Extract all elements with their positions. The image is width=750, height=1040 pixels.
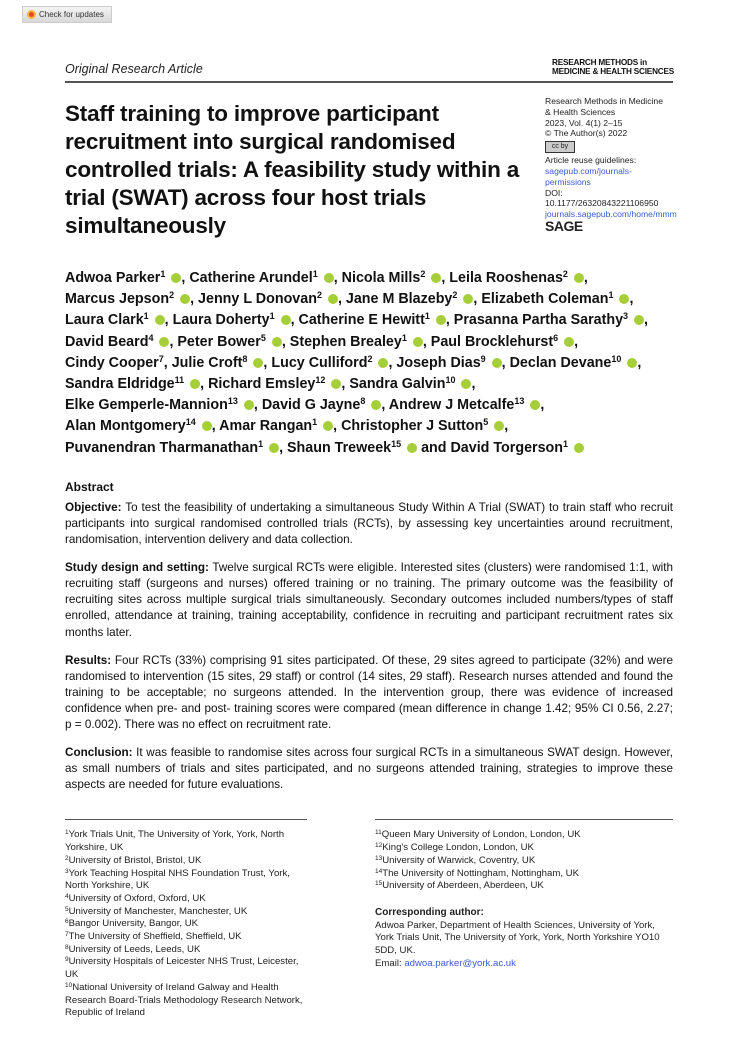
author-line: Puvanendran Tharmanathan$^1$ , Shaun Treweek$^{15}$ and David Torgerson$^1$ — [65, 438, 695, 459]
doi: DOI: 10.1177/26320843221106950 — [545, 187, 659, 209]
orcid-icon[interactable] — [324, 273, 334, 283]
affiliation-text: University Hospitals of Leicester NHS Trust, Leicester, UK — [65, 956, 299, 981]
orcid-icon[interactable] — [492, 358, 502, 368]
corresponding-address: Adwoa Parker, Department of Health Sciences, University of York, York Trials Unit, The University of York, York, North Yorkshire YO10 5DD, UK. — [375, 919, 660, 957]
affiliation-number: 11 — [174, 375, 185, 386]
abstract-section — [65, 500, 673, 548]
affiliation-number: 8 — [360, 396, 366, 407]
affiliation — [65, 868, 307, 893]
copyright: © The Author(s) 2022 — [545, 128, 628, 139]
author[interactable]: Sandra Galvin — [349, 376, 446, 393]
affiliation-number: 1 — [563, 438, 569, 449]
orcid-icon[interactable] — [331, 379, 341, 389]
affiliation-number: 4 — [65, 892, 69, 900]
affiliation-text: University of Oxford, Oxford, UK — [68, 892, 206, 904]
author[interactable]: Elizabeth Coleman — [481, 291, 609, 308]
affiliation — [65, 906, 307, 919]
author[interactable]: Paul Brocklehurst — [430, 333, 554, 350]
orcid-icon[interactable] — [269, 443, 279, 453]
section-label: Objective: — [65, 500, 122, 514]
author[interactable]: Prasanna Partha Sarathy — [453, 312, 624, 329]
affiliation-number: 8 — [65, 943, 69, 951]
author-line: Marcus Jepson$^2$ , Jenny L Donovan$^2$ , Jane M Blazeby$^2$ , Elizabeth Coleman$^1$ , — [65, 290, 634, 308]
permissions-link[interactable]: sagepub.com/journals-permissions — [545, 165, 632, 187]
article-title: Staff training to improve participant recruitment into surgical randomised controlled trials: A feasibility study within a trial (SWAT) across four host trials simultaneously — [65, 101, 520, 238]
abstract-section — [65, 745, 673, 793]
section-text: It was feasible to randomise sites across four surgical RCTs in a simultaneous SWAT design. However, as small numbers of trials and sites participated, and no surgeons attended training, strategies to improve these aspects are needed for future evaluations. — [65, 746, 674, 792]
author[interactable]: Alan Montgomery — [65, 418, 186, 435]
abstract-section — [65, 653, 673, 733]
orcid-icon[interactable] — [281, 315, 291, 325]
affiliation-number: 2 — [169, 290, 175, 301]
affiliation-number: 1 — [258, 438, 264, 449]
affiliation-number: 13 — [375, 854, 383, 862]
orcid-icon[interactable] — [407, 443, 417, 453]
orcid-icon[interactable] — [627, 358, 637, 368]
affiliation-number: 7 — [65, 931, 69, 939]
author[interactable]: Amar Rangan — [219, 418, 313, 435]
author[interactable]: Lucy Culliford — [271, 354, 368, 371]
orcid-icon[interactable] — [159, 337, 169, 347]
section-text: Four RCTs (33%) comprising 91 sites participated. Of these, 29 sites agreed to participate (32%) and were randomised to intervention (15 sites, 29 staff) or control (14 sites, 29 staff). Research nurses attended and found the training to be acceptable; no surgeons attended. In the intervention group, there was evidence of increased confidence when pre- and post- training scores were compared (mean difference in change 1.42; 95% CI 0.56, 2.27; p = 0.002). There was no effect on recruitment rate. — [65, 653, 674, 732]
affiliation-number: 1 — [143, 311, 149, 322]
orcid-icon[interactable] — [530, 400, 540, 410]
affiliation-number: 5 — [260, 332, 266, 343]
affiliation-text: The University of Sheffield, Sheffield, UK — [68, 931, 242, 943]
affiliation — [375, 842, 673, 855]
cc-license-icon: cc by — [545, 141, 575, 153]
author[interactable]: Joseph Dias — [396, 354, 481, 371]
affiliation-number: 1 — [424, 311, 430, 322]
author-line: Sandra Eldridge$^{11}$ , Richard Emsley$^{12}$ , Sandra Galvin$^{10}$ , — [65, 375, 476, 393]
author[interactable]: David Torgerson — [450, 439, 564, 456]
affiliation-number: 1 — [608, 290, 614, 301]
author[interactable]: Richard Emsley — [208, 376, 316, 393]
orcid-icon[interactable] — [171, 273, 181, 283]
affiliation-number: 1 — [312, 269, 318, 279]
affiliation-text: Queen Mary University of London, London, UK — [381, 829, 581, 841]
affiliation — [65, 944, 307, 957]
affiliation-number: 1 — [160, 269, 166, 279]
author[interactable]: Sandra Eldridge — [65, 376, 175, 393]
affiliation-text: University of Aberdeen, Aberdeen, UK — [382, 880, 544, 892]
orcid-icon[interactable] — [180, 294, 190, 304]
author[interactable]: Marcus Jepson — [65, 291, 170, 308]
author[interactable]: Catherine E Hewitt — [298, 312, 425, 329]
author-line: Adwoa Parker$^1$ , Catherine Arundel$^1$ , Nicola Mills$^2$ , Leila Rooshenas$^2$ , — [65, 269, 588, 286]
orcid-icon[interactable] — [431, 273, 441, 283]
affiliation-number: 9 — [480, 353, 486, 364]
section-text: To test the feasibility of undertaking a simultaneous Study Within A Trial (SWAT) to train staff who recruit participants into surgical randomised controlled trials (RCTs), by assessing key uncertainties around recruitment, randomisation, intervention delivery and data collection. — [65, 500, 673, 547]
orcid-icon[interactable] — [323, 421, 333, 431]
orcid-icon[interactable] — [371, 400, 381, 410]
affiliation-number: 15 — [375, 880, 383, 888]
affiliation-number: 3 — [65, 867, 69, 875]
main-column — [65, 100, 677, 1040]
affiliation-number: 11 — [375, 829, 382, 837]
journal-link[interactable]: journals.sagepub.com/home/mmm — [545, 209, 677, 220]
affiliation-number: 14 — [375, 867, 383, 875]
affiliation-number: 2 — [452, 290, 458, 301]
affiliation-number: 2 — [420, 269, 426, 279]
affiliation — [375, 880, 673, 893]
author[interactable]: Laura Clark — [65, 312, 144, 329]
author[interactable]: Declan Devane — [509, 354, 612, 371]
orcid-icon[interactable] — [574, 443, 584, 453]
orcid-icon[interactable] — [378, 358, 388, 368]
orcid-icon[interactable] — [272, 337, 282, 347]
orcid-icon[interactable] — [190, 379, 200, 389]
check-for-updates-button[interactable]: Check for updates — [22, 6, 112, 23]
affiliation — [65, 893, 307, 906]
affiliation — [65, 855, 307, 868]
affiliation-number: 2 — [316, 290, 322, 301]
author[interactable]: Adwoa Parker — [65, 270, 161, 286]
author-line: Elke Gemperle-Mannion$^{13}$ , David G Jayne$^8$ , Andrew J Metcalfe$^{13}$ , — [65, 396, 545, 414]
author[interactable]: Jenny L Donovan — [198, 291, 317, 308]
affiliation-text: University of Leeds, Leeds, UK — [68, 943, 201, 955]
author-list — [65, 268, 695, 459]
email-link[interactable]: adwoa.parker@york.ac.uk — [404, 957, 516, 969]
orcid-icon[interactable] — [202, 421, 212, 431]
author[interactable]: Laura Doherty — [172, 312, 270, 329]
orcid-icon[interactable] — [574, 273, 584, 283]
affiliation-number: 13 — [514, 396, 525, 407]
orcid-icon[interactable] — [413, 337, 423, 347]
author[interactable]: Jane M Blazeby — [345, 291, 453, 308]
affiliation — [375, 868, 673, 881]
affiliation-text: University of Manchester, Manchester, UK — [68, 905, 248, 917]
affiliation-number: 3 — [623, 311, 629, 322]
affiliation-number: 4 — [148, 332, 154, 343]
affiliation — [65, 931, 307, 944]
abstract-section — [65, 560, 673, 640]
author[interactable]: Julie Croft — [171, 354, 243, 371]
author[interactable]: Catherine Arundel — [189, 270, 313, 286]
affiliation-number: 2 — [65, 854, 69, 862]
orcid-icon[interactable] — [463, 294, 473, 304]
orcid-icon[interactable] — [244, 400, 254, 410]
article-type: Original Research Article — [65, 62, 203, 76]
affiliation-number: 1 — [269, 311, 275, 322]
orcid-icon[interactable] — [328, 294, 338, 304]
affiliation-number: 12 — [315, 375, 326, 386]
author[interactable]: Shaun Treweek — [287, 439, 392, 456]
section-text: Twelve surgical RCTs were eligible. Interested sites (clusters) were randomised 1:1, with recruiting staff (surgeons and nurses) offered training or no training. The primary outcome was the feasibility of recruiting sites across multiple surgical trials simultaneously. Secondary outcomes included numbers/types of staff enrolled, attendance at training, training acceptability, confidence in recruiting and participant recruitment rates six months later. — [65, 561, 673, 639]
author[interactable]: Andrew J Metcalfe — [388, 397, 515, 414]
crossmark-icon — [27, 10, 36, 19]
affiliation-number: 10 — [611, 353, 622, 364]
affiliation — [375, 855, 673, 868]
author-line: Alan Montgomery$^{14}$ , Amar Rangan$^1$ , Christopher J Sutton$^5$ , — [65, 417, 509, 435]
affiliations-left — [65, 819, 307, 1020]
affiliation — [65, 982, 307, 1020]
affiliation — [65, 918, 307, 931]
corresponding-heading: Corresponding author: — [375, 906, 484, 918]
reuse-label: Article reuse guidelines: — [545, 155, 637, 166]
journal-name: Research Methods in Medicine & Health Sciences — [545, 96, 663, 117]
email-label: Email: — [375, 957, 405, 969]
orcid-icon[interactable] — [619, 294, 629, 304]
orcid-icon[interactable] — [253, 358, 263, 368]
author[interactable]: Cindy Cooper — [65, 354, 159, 371]
affiliation — [375, 829, 673, 842]
affiliation-text: University of Warwick, Coventry, UK — [382, 854, 536, 866]
orcid-icon[interactable] — [461, 379, 471, 389]
affiliation-number: 6 — [553, 332, 559, 343]
affiliation-number: 15 — [391, 438, 402, 449]
author[interactable]: Peter Bower — [177, 333, 261, 350]
corresponding-author — [375, 907, 673, 971]
affiliation-number: 12 — [375, 842, 383, 850]
author[interactable]: Nicola Mills — [341, 270, 421, 286]
affiliation-number: 5 — [65, 905, 69, 913]
affiliation-number: 2 — [562, 269, 568, 279]
header-divider — [65, 81, 673, 83]
affiliation-number: 6 — [65, 918, 69, 926]
orcid-icon[interactable] — [634, 315, 644, 325]
author[interactable]: Stephen Brealey — [289, 333, 402, 350]
section-label: Results: — [65, 653, 112, 667]
affiliation-number: 2 — [367, 353, 373, 364]
affiliation-number: 7 — [158, 353, 164, 364]
affiliation-text: The University of Nottingham, Nottingham, UK — [382, 867, 579, 879]
affiliation-number: 10 — [445, 375, 456, 386]
affiliation-number: 8 — [242, 353, 248, 364]
author[interactable]: Puvanendran Tharmanathan — [65, 439, 259, 456]
author[interactable]: Leila Rooshenas — [449, 270, 563, 286]
footnotes — [65, 819, 673, 1040]
affiliation-number: 10 — [65, 981, 73, 989]
author[interactable]: David Beard — [65, 333, 149, 350]
affiliations-right — [375, 819, 673, 1020]
affiliation-text: York Trials Unit, The University of York, York, North Yorkshire, UK — [65, 829, 285, 854]
author[interactable]: Christopher J Sutton — [341, 418, 484, 435]
author-line: Cindy Cooper$^7$, Julie Croft$^8$ , Lucy Culliford$^2$ , Joseph Dias$^9$ , Declan Devane$^{10}$ , — [65, 353, 642, 371]
volume-info: 2023, Vol. 4(1) 2–15 — [545, 117, 623, 128]
affiliation-number: 5 — [483, 417, 489, 428]
section-label: Study design and setting: — [65, 561, 209, 575]
affiliation-text: University of Bristol, Bristol, UK — [68, 854, 202, 866]
affiliation-text: King's College London, London, UK — [382, 842, 534, 854]
author[interactable]: Elke Gemperle-Mannion — [65, 397, 228, 414]
sage-logo: SAGE — [545, 217, 583, 234]
affiliation-number: 1 — [312, 417, 318, 428]
affiliation-number: 9 — [65, 956, 69, 964]
author-line: Laura Clark$^1$ , Laura Doherty$^1$ , Catherine E Hewitt$^1$ , Prasanna Partha Sarathy$^3$ , — [65, 311, 649, 329]
affiliation-number: 13 — [227, 396, 238, 407]
orcid-icon[interactable] — [155, 315, 165, 325]
journal-logo: RESEARCH METHODS in MEDICINE & HEALTH SCIENCES — [552, 58, 675, 76]
affiliation-number: 14 — [185, 417, 196, 428]
author-line: David Beard$^4$ , Peter Bower$^5$ , Stephen Brealey$^1$ , Paul Brocklehurst$^6$ , — [65, 332, 579, 350]
orcid-icon[interactable] — [436, 315, 446, 325]
affiliation — [65, 829, 307, 854]
affiliation-text: York Teaching Hospital NHS Foundation Trust, York, North Yorkshire, UK — [65, 867, 290, 892]
affiliation — [65, 956, 307, 981]
abstract — [65, 479, 673, 794]
author[interactable]: David G Jayne — [261, 397, 361, 414]
orcid-icon[interactable] — [564, 337, 574, 347]
affiliation-number: 1 — [401, 332, 407, 343]
affiliation-number: 1 — [65, 829, 69, 837]
orcid-icon[interactable] — [494, 421, 504, 431]
abstract-heading: Abstract — [65, 479, 114, 494]
affiliation-text: National University of Ireland Galway and Health Research Board-Trials Methodology Research Network, Republic of Ireland — [65, 981, 303, 1019]
section-label: Conclusion: — [65, 746, 133, 760]
affiliation-text: Bangor University, Bangor, UK — [68, 918, 199, 930]
